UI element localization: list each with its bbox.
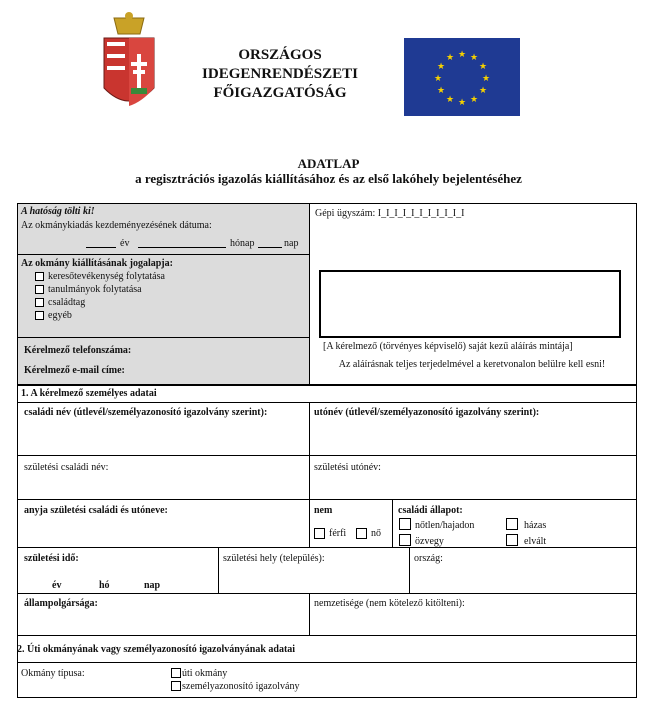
option-checkbox[interactable] <box>35 311 44 320</box>
svg-text:★: ★ <box>469 53 479 63</box>
form-title-block <box>0 156 657 186</box>
male-label: férfi <box>329 528 347 539</box>
agency-line-3: FŐIGAZGATÓSÁG <box>213 85 347 101</box>
date-label: Az okmánykiadás kezdeményezésének dátuma: <box>21 220 212 231</box>
citizenship-label: állampolgársága: <box>24 598 98 609</box>
section2-heading: 2. Úti okmányának vagy személyazonosító igazolványának adatai <box>17 644 296 655</box>
month-line <box>138 247 226 248</box>
given-name-label: utónév (útlevél/személyazonosító igazolvány szerint): <box>314 407 540 418</box>
doc-type-label: Okmány típusa: <box>21 668 85 679</box>
email-label: Kérelmező e-mail címe: <box>24 365 125 376</box>
country-label: ország: <box>414 553 443 564</box>
agency-line-2: IDEGENRENDÉSZETI <box>202 66 358 82</box>
birth-date-month: hó <box>99 580 110 591</box>
svg-text:★: ★ <box>445 53 455 63</box>
marital-option: házas <box>524 520 547 531</box>
signature-note: Az aláírásnak teljes terjedelmével a keretvonalon belülre kell esni! <box>338 359 606 370</box>
agency-line-1: ORSZÁGOS <box>238 47 322 63</box>
svg-text:★: ★ <box>478 62 488 72</box>
nationality-label: nemzetisége (nem kötelező kitölteni): <box>314 598 465 609</box>
option-label: keresőtevékenység folytatása <box>48 271 165 282</box>
hungarian-coat-of-arms <box>98 10 160 118</box>
svg-text:★: ★ <box>433 74 443 84</box>
option-checkbox[interactable] <box>35 298 44 307</box>
form-subtitle: a regisztrációs igazolás kiállításához és az első lakóhely bejelentéséhez <box>135 171 522 186</box>
svg-text:★: ★ <box>457 50 467 60</box>
birth-date-year: év <box>52 580 62 591</box>
svg-text:★: ★ <box>481 74 491 84</box>
agency-name <box>170 46 390 103</box>
month-label: hónap <box>230 238 255 249</box>
svg-text:★: ★ <box>469 95 479 105</box>
svg-text:★: ★ <box>478 86 488 96</box>
doc-type-checkbox[interactable] <box>171 668 181 678</box>
option-checkbox[interactable] <box>35 285 44 294</box>
day-label: nap <box>284 238 299 249</box>
authority-heading: A hatóság tölti ki! <box>21 206 95 217</box>
mother-name-label: anyja születési családi és utóneve: <box>24 505 168 516</box>
birth-place-label: születési hely (település): <box>223 553 325 564</box>
machine-id: Gépi ügyszám: I_I_I_I_I_I_I_I_I_I_I <box>315 208 465 219</box>
marital-checkbox[interactable] <box>399 534 411 546</box>
female-label: nő <box>371 528 381 539</box>
doc-type-option: úti okmány <box>182 668 228 679</box>
marital-checkbox[interactable] <box>506 534 518 546</box>
country-cell[interactable] <box>409 547 637 594</box>
marital-option: elvált <box>524 536 547 547</box>
marital-option: nőtlen/hajadon <box>415 520 475 531</box>
family-name-label: családi név (útlevél/személyazonosító igazolvány szerint): <box>24 407 268 418</box>
signature-caption: [A kérelmező (törvényes képviselő) saját kezű aláírás mintája] <box>323 341 573 352</box>
svg-text:★: ★ <box>445 95 455 105</box>
signature-box[interactable] <box>319 270 621 338</box>
legal-basis-label: Az okmány kiállításának jogalapja: <box>21 258 173 269</box>
marital-checkbox[interactable] <box>399 518 411 530</box>
section1-heading: 1. A kérelmező személyes adatai <box>21 388 157 399</box>
option-label: tanulmányok folytatása <box>48 284 142 295</box>
birth-given-label: születési utónév: <box>314 462 381 473</box>
divider <box>17 254 310 255</box>
year-label: év <box>120 238 130 249</box>
marital-label: családi állapot: <box>398 505 463 516</box>
svg-text:★: ★ <box>436 62 446 72</box>
eu-flag <box>404 38 520 116</box>
day-line <box>258 247 282 248</box>
option-label: családtag <box>48 297 86 308</box>
female-checkbox[interactable] <box>356 528 367 539</box>
doc-type-checkbox[interactable] <box>171 681 181 691</box>
birth-date-label: születési idő: <box>24 553 79 564</box>
form-title: ADATLAP <box>297 156 360 171</box>
svg-text:★: ★ <box>436 86 446 96</box>
svg-text:★: ★ <box>457 98 467 108</box>
birth-date-day: nap <box>144 580 161 591</box>
year-line <box>86 247 116 248</box>
option-label: egyéb <box>48 310 72 321</box>
marital-checkbox[interactable] <box>506 518 518 530</box>
birth-family-label: születési családi név: <box>24 462 109 473</box>
doc-type-cell <box>17 662 637 698</box>
option-checkbox[interactable] <box>35 272 44 281</box>
male-checkbox[interactable] <box>314 528 325 539</box>
doc-type-option: személyazonosító igazolvány <box>182 681 300 692</box>
sex-label: nem <box>314 505 333 516</box>
marital-option: özvegy <box>415 536 444 547</box>
phone-label: Kérelmező telefonszáma: <box>24 345 132 356</box>
